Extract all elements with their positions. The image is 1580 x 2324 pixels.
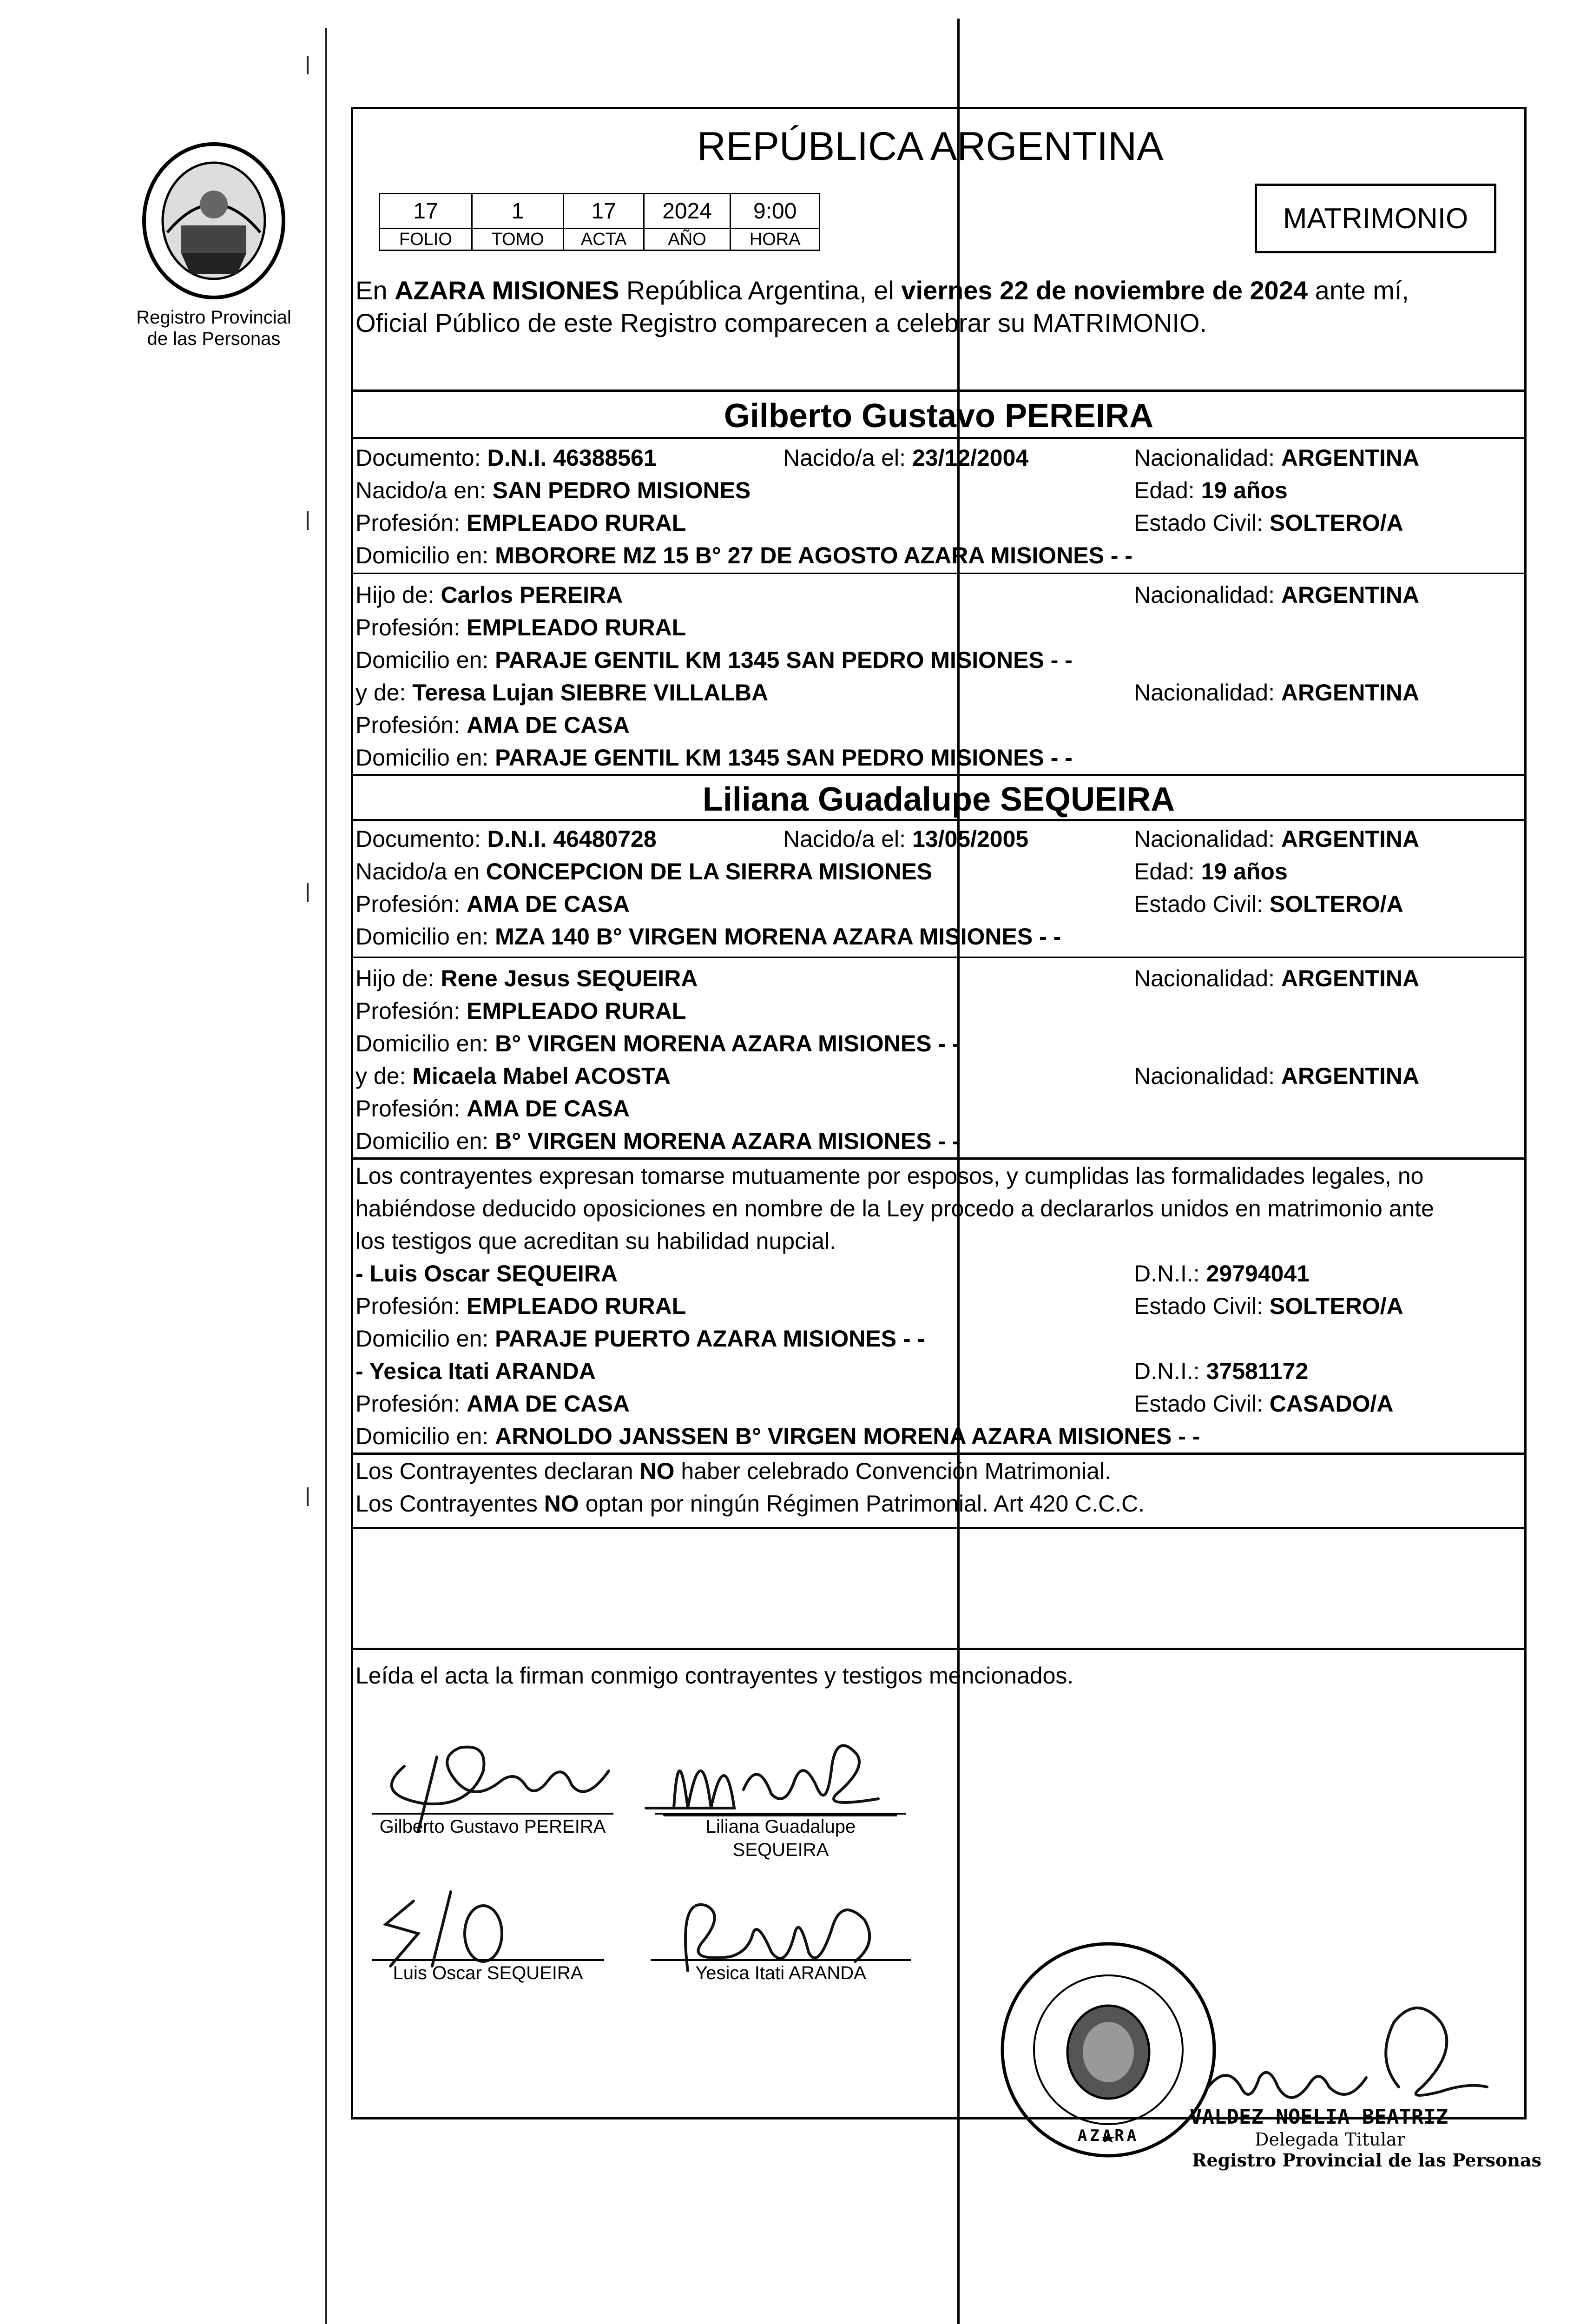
registry-label-tomo: TOMO [472, 229, 564, 251]
convention-rule [351, 1452, 1527, 1455]
bride-mother: y de: Micaela Mabel ACOSTA [356, 1063, 671, 1089]
registry-table [379, 193, 820, 251]
bride-rule-top [351, 774, 1527, 776]
declaration-rule [351, 1157, 1527, 1160]
observations-rule-top [351, 1527, 1527, 1529]
registry-value-folio: 17 [380, 194, 472, 229]
official-title: Delegada Titular [1255, 2129, 1405, 2150]
registry-value-hour: 9:00 [731, 194, 820, 229]
official-name: VALDEZ NOELIA BEATRIZ [1190, 2105, 1448, 2129]
bride-address: Domicilio en: MZA 140 B° VIRGEN MORENA AZARA MISIONES - - [356, 924, 1061, 950]
witness-1-profession: Profesión: EMPLEADO RURAL [356, 1293, 686, 1319]
country-title: REPÚBLICA ARGENTINA [697, 124, 1164, 169]
witness-1-name: - Luis Oscar SEQUEIRA [356, 1261, 618, 1287]
seal-caption-line2: de las Personas [147, 329, 281, 349]
groom-nationality: Nacionalidad: ARGENTINA [1134, 445, 1420, 471]
groom-parents-rule [351, 573, 1527, 574]
groom-address: Domicilio en: MBORORE MZ 15 B° 27 DE AGOSTO AZARA MISIONES - - [356, 542, 1133, 568]
witness-1-sig-line [372, 1959, 604, 1961]
bride-age: Edad: 19 años [1134, 858, 1288, 885]
registry-label-acta: ACTA [564, 229, 644, 251]
registry-value-acta: 17 [564, 194, 644, 229]
witness-2-dni: D.N.I.: 37581172 [1134, 1358, 1309, 1384]
closing-text: Leída el acta la firman conmigo contrayentes y testigos mencionados. [356, 1663, 1074, 1689]
groom-doc: Documento: D.N.I. 46388561 [356, 445, 657, 471]
bride-birthplace: Nacido/a en CONCEPCION DE LA SIERRA MISIONES [356, 858, 933, 885]
convention-line1: Los Contrayentes declaran NO haber celebrado Convención Matrimonial. [356, 1458, 1111, 1484]
bride-nationality: Nacionalidad: ARGENTINA [1134, 826, 1420, 852]
intro-line1 [356, 277, 1409, 304]
left-fold-mark-3 [307, 511, 309, 530]
groom-father-nationality: Nacionalidad: ARGENTINA [1134, 582, 1420, 608]
bride-sig-name-line1: Liliana Guadalupe [705, 1816, 856, 1837]
doc-type-box [1255, 184, 1496, 253]
intro-place: AZARA MISIONES [395, 276, 619, 305]
declaration-line3: los testigos que acreditan su habilidad nupcial. [356, 1228, 836, 1254]
intro-p1: En [356, 276, 395, 305]
bride-father-address: Domicilio en: B° VIRGEN MORENA AZARA MISIONES - - [356, 1030, 960, 1056]
intro-line2: Oficial Público de este Registro comparecen a celebrar su MATRIMONIO. [356, 308, 1207, 337]
groom-born: Nacido/a el: 23/12/2004 [783, 445, 1029, 471]
witness-2-profession: Profesión: AMA DE CASA [356, 1391, 630, 1417]
groom-father-address: Domicilio en: PARAJE GENTIL KM 1345 SAN PEDRO MISIONES - - [356, 647, 1073, 673]
groom-sig-name: Gilberto Gustavo PEREIRA [379, 1816, 606, 1837]
left-fold-mark-4 [307, 883, 309, 902]
official-stamp [997, 1938, 1220, 2161]
intro-p2: República Argentina, el [619, 276, 902, 305]
bride-sig-line [655, 1813, 906, 1815]
official-org: Registro Provincial de las Personas [1192, 2150, 1542, 2171]
groom-mother-nationality: Nacionalidad: ARGENTINA [1134, 680, 1420, 706]
witness-2-sig-name: Yesica Itati ARANDA [695, 1963, 866, 1983]
groom-father-profession: Profesión: EMPLEADO RURAL [356, 614, 686, 640]
groom-age: Edad: 19 años [1134, 477, 1288, 503]
frame-top [351, 107, 1527, 109]
witness-1-dni: D.N.I.: 29794041 [1134, 1261, 1310, 1287]
seal-caption-line1: Registro Provincial [136, 307, 291, 328]
groom-civil-status: Estado Civil: SOLTERO/A [1134, 510, 1403, 536]
groom-rule-top [351, 390, 1527, 392]
groom-profession: Profesión: EMPLEADO RURAL [356, 510, 686, 536]
bride-mother-profession: Profesión: AMA DE CASA [356, 1096, 630, 1122]
bride-doc: Documento: D.N.I. 46480728 [356, 826, 657, 852]
registry-label-folio: FOLIO [380, 229, 472, 251]
groom-father: Hijo de: Carlos PEREIRA [356, 582, 623, 608]
left-fold-mark-2 [307, 56, 309, 74]
left-fold-mark-5 [307, 1487, 309, 1506]
province-seal [135, 139, 293, 307]
registry-value-tomo: 1 [472, 194, 564, 229]
convention-line2: Los Contrayentes NO optan por ningún Régimen Patrimonial. Art 420 C.C.C. [356, 1491, 1145, 1517]
groom-mother: y de: Teresa Lujan SIEBRE VILLALBA [356, 680, 769, 706]
witness-2-name: - Yesica Itati ARANDA [356, 1358, 596, 1384]
bride-father: Hijo de: Rene Jesus SEQUEIRA [356, 965, 698, 991]
witness-2-sig-line [651, 1959, 911, 1961]
declaration-line1: Los contrayentes expresan tomarse mutuamente por esposos, y cumplidas las formalidades legales, no [356, 1163, 1424, 1189]
bride-father-profession: Profesión: EMPLEADO RURAL [356, 998, 686, 1024]
bride-sig-name-line2: SEQUEIRA [732, 1840, 829, 1860]
intro-date: viernes 22 de noviembre de 2024 [901, 276, 1308, 305]
frame-right [1524, 107, 1527, 2119]
declaration-line2: habiéndose deducido oposiciones en nombre de la Ley procedo a declararlos unidos en matrimonio ante [356, 1195, 1434, 1221]
bride-mother-nationality: Nacionalidad: ARGENTINA [1134, 1063, 1420, 1089]
bride-born: Nacido/a el: 13/05/2005 [783, 826, 1029, 852]
bride-name: Liliana Guadalupe SEQUEIRA [702, 781, 1175, 818]
doc-type-label: MATRIMONIO [1283, 202, 1468, 235]
stamp-ring-text [997, 1938, 1220, 1939]
groom-mother-address: Domicilio en: PARAJE GENTIL KM 1345 SAN PEDRO MISIONES - - [356, 745, 1073, 771]
bride-profession: Profesión: AMA DE CASA [356, 891, 630, 917]
observations-rule-bottom [351, 1648, 1527, 1650]
left-fold-mark-1 [325, 28, 327, 2324]
registry-label-year: AÑO [644, 229, 731, 251]
witness-1-sig-name: Luis Oscar SEQUEIRA [393, 1963, 583, 1983]
province-seal-icon [135, 139, 293, 307]
groom-sig-line [372, 1813, 613, 1815]
registry-value-year: 2024 [644, 194, 731, 229]
witness-1-address: Domicilio en: PARAJE PUERTO AZARA MISIONES - - [356, 1326, 925, 1352]
witness-2-address: Domicilio en: ARNOLDO JANSSEN B° VIRGEN MORENA AZARA MISIONES - - [356, 1423, 1200, 1449]
groom-name: Gilberto Gustavo PEREIRA [724, 397, 1154, 435]
bride-civil-status: Estado Civil: SOLTERO/A [1134, 891, 1403, 917]
stamp-bottom-text: AZARA [1077, 2126, 1139, 2145]
groom-mother-profession: Profesión: AMA DE CASA [356, 712, 630, 738]
bride-mother-address: Domicilio en: B° VIRGEN MORENA AZARA MISIONES - - [356, 1128, 960, 1154]
groom-birthplace: Nacido/a en: SAN PEDRO MISIONES [356, 477, 751, 503]
bride-rule-bottom [351, 819, 1527, 821]
bride-father-nationality: Nacionalidad: ARGENTINA [1134, 965, 1420, 991]
registry-label-hour: HORA [731, 229, 820, 251]
bride-parents-rule [351, 957, 1527, 958]
intro-p3: ante mí, [1308, 276, 1409, 305]
witness-2-civil-status: Estado Civil: CASADO/A [1134, 1391, 1394, 1417]
groom-rule-bottom [351, 437, 1527, 439]
witness-1-civil-status: Estado Civil: SOLTERO/A [1134, 1293, 1403, 1319]
